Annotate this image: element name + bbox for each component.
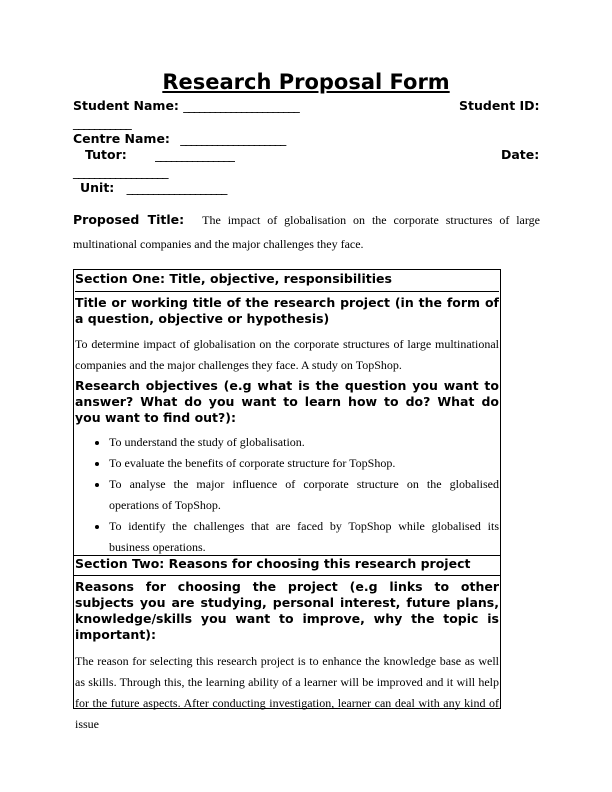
reasons-answer: The reason for selecting this research project is to enhance the knowledge base as well as skills. Through this, the learning ability of a learner will be improved and it will help for the future aspects. After conducting investigation, learner can deal with any kind of issue (75, 654, 499, 731)
student-id-label: Student ID: (459, 98, 540, 113)
unit-row (80, 180, 226, 195)
title-prompt: Title or working title of the research project (in the form of a question, objective or hypothesis) (75, 295, 499, 326)
student-id-blank: ___________ (73, 115, 131, 130)
tutor-row (85, 147, 234, 162)
tutor-label: Tutor: (85, 147, 127, 162)
objective-item: • To evaluate the benefits of corporate structure for TopShop. (109, 453, 499, 474)
unit-blank: ___________________ (126, 180, 227, 195)
objective-item: • To identify the challenges that are faced by TopShop while globalised its business operations. (109, 516, 499, 558)
student-name-row (73, 98, 299, 113)
title-answer: To determine impact of globalisation on the corporate structures of large multinational companies and the major challenges they face. A study on TopShop. (75, 337, 499, 372)
objectives-list (75, 432, 499, 558)
proposed-title-text: The impact of globalisation on the corporate structures of large multinational companies and the major challenges they face. (73, 213, 540, 251)
objectives-prompt: Research objectives (e.g what is the question you want to answer? What do you want to learn how to do? What do you want to find out?): (75, 378, 499, 425)
tutor-blank: _______________ (155, 147, 234, 162)
student-name-blank: ______________________ (183, 98, 299, 113)
objective-item: • To analyse the major influence of corporate structure on the globalised operations of TopShop. (109, 474, 499, 516)
date-label: Date: (501, 147, 540, 162)
centre-name-blank: ____________________ (180, 131, 286, 146)
section-two-heading: Section Two: Reasons for choosing this research project (75, 556, 471, 571)
page-title: Research Proposal Form (162, 70, 450, 94)
student-name-label: Student Name: (73, 98, 179, 113)
unit-label: Unit: (80, 180, 115, 195)
reasons-prompt: Reasons for choosing the project (e.g links to other subjects you are studying, personal interest, future plans, knowledge/skills you want to improve, why the topic is important): (75, 579, 499, 642)
centre-name-label: Centre Name: (73, 131, 170, 146)
proposal-table (73, 269, 501, 731)
proposed-title-label: Proposed Title: (73, 212, 185, 227)
objective-item: • To understand the study of globalisation. (109, 432, 499, 453)
centre-name-row (73, 131, 285, 146)
section-one-heading: Section One: Title, objective, responsibilities (75, 271, 392, 286)
proposed-title (73, 208, 540, 256)
date-blank: __________________ (73, 164, 168, 179)
